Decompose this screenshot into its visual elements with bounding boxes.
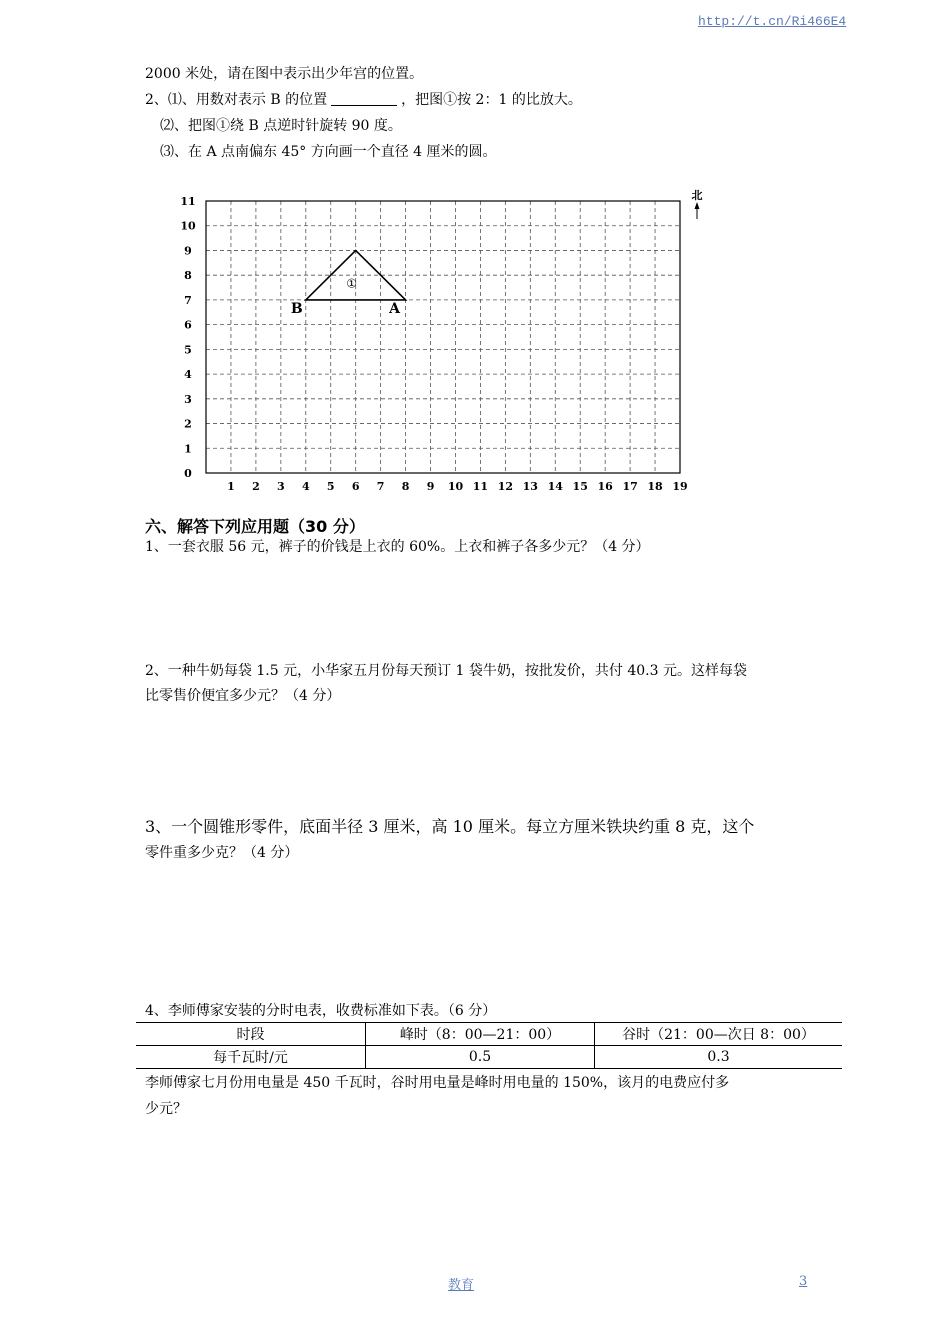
x-tick-label: 14	[547, 480, 563, 493]
question-4-intro: 4、李师傅家安装的分时电表，收费标准如下表。（6 分）	[145, 1003, 497, 1019]
x-tick-label: 7	[376, 480, 385, 493]
coordinate-grid	[160, 182, 720, 502]
north-arrow	[692, 189, 703, 219]
y-tick-label: 4	[184, 368, 192, 382]
question-4-line-2: 少元？	[145, 1101, 187, 1117]
line-2	[145, 90, 582, 110]
question-2-line-1: 2、一种牛奶每袋 1.5 元，小华家五月份每天预订 1 袋牛奶，按批发价，共付 40.3 元。这样每袋	[145, 663, 747, 679]
x-tick-label: 2	[252, 480, 260, 493]
question-3-line-1: 3、一个圆锥形零件，底面半径 3 厘米，高 10 厘米。每立方厘米铁块约重 8 克，这个	[145, 817, 755, 836]
question-3-line-2: 零件重多少克？（4 分）	[145, 845, 299, 861]
x-tick-label: 12	[497, 480, 514, 493]
y-tick-label: 1	[184, 442, 192, 456]
question-2-line-2: 比零售价便宜多少元？（4 分）	[145, 688, 341, 704]
vertex-label: A	[389, 300, 401, 317]
y-tick-label: 10	[180, 219, 196, 233]
header-url[interactable]: http://t.cn/Ri466E4	[698, 14, 847, 29]
fee-table-header-peak: 峰时（8：00—21：00）	[366, 1023, 595, 1046]
y-tick-label: 6	[184, 318, 192, 332]
fee-table-cell-valley-price: 0.3	[595, 1046, 843, 1069]
x-tick-label: 10	[447, 480, 464, 493]
fee-table-header-period: 时段	[136, 1023, 366, 1046]
triangle-label: ①	[346, 276, 358, 291]
x-tick-label: 3	[277, 480, 285, 493]
north-label: 北	[691, 189, 703, 202]
x-tick-label: 4	[301, 480, 310, 493]
x-tick-label: 17	[622, 480, 638, 493]
question-4-line-1: 李师傅家七月份用电量是 450 千瓦时，谷时用电量是峰时用电量的 150%，该月的电费应付多	[145, 1075, 730, 1091]
x-tick-label: 18	[647, 480, 663, 493]
fee-table-cell-peak-price: 0.5	[366, 1046, 595, 1069]
x-tick-label: 19	[672, 480, 688, 493]
y-tick-label: 9	[184, 244, 192, 258]
line-2a: 2、⑴、用数对表示 B 的位置	[145, 92, 328, 108]
y-tick-label: 0	[184, 467, 192, 480]
y-tick-label: 5	[184, 343, 192, 357]
y-tick-label: 11	[180, 195, 196, 208]
x-tick-label: 9	[426, 480, 435, 493]
y-tick-label: 2	[184, 417, 192, 431]
section-6-title: 六、解答下列应用题（30 分）	[145, 517, 365, 536]
question-1: 1、一套衣服 56 元，裤子的价钱是上衣的 60%。上衣和裤子各多少元？（4 分）	[145, 539, 650, 555]
footer-link[interactable]: 教育	[448, 1278, 475, 1293]
vertex-label: B	[290, 300, 303, 317]
line-2b: ，把图①按 2：1 的比放大。	[401, 92, 582, 108]
line-3: ⑵、把图①绕 B 点逆时针旋转 90 度。	[160, 118, 402, 134]
fee-table	[136, 1022, 842, 1069]
x-tick-label: 11	[472, 480, 489, 493]
x-tick-label: 15	[572, 480, 588, 493]
y-tick-label: 7	[184, 293, 192, 307]
line-4: ⑶、在 A 点南偏东 45° 方向画一个直径 4 厘米的圆。	[160, 144, 497, 160]
grid-border	[206, 201, 680, 473]
x-tick-label: 5	[326, 480, 335, 493]
x-tick-label: 1	[227, 480, 235, 493]
fee-table-cell-unit: 每千瓦时/元	[136, 1046, 366, 1069]
fee-table-header-row	[136, 1023, 842, 1046]
fee-table-row	[136, 1046, 842, 1069]
line-1: 2000 米处，请在图中表示出少年宫的位置。	[145, 66, 424, 82]
y-tick-label: 8	[184, 269, 192, 283]
x-tick-label: 16	[597, 480, 613, 493]
x-tick-label: 8	[401, 480, 410, 493]
x-tick-label: 6	[351, 480, 360, 493]
x-tick-label: 13	[522, 480, 538, 493]
y-tick-label: 3	[184, 392, 192, 406]
answer-blank	[331, 91, 397, 106]
fee-table-header-valley: 谷时（21：00—次日 8：00）	[595, 1023, 843, 1046]
page-number: 3	[799, 1274, 808, 1289]
